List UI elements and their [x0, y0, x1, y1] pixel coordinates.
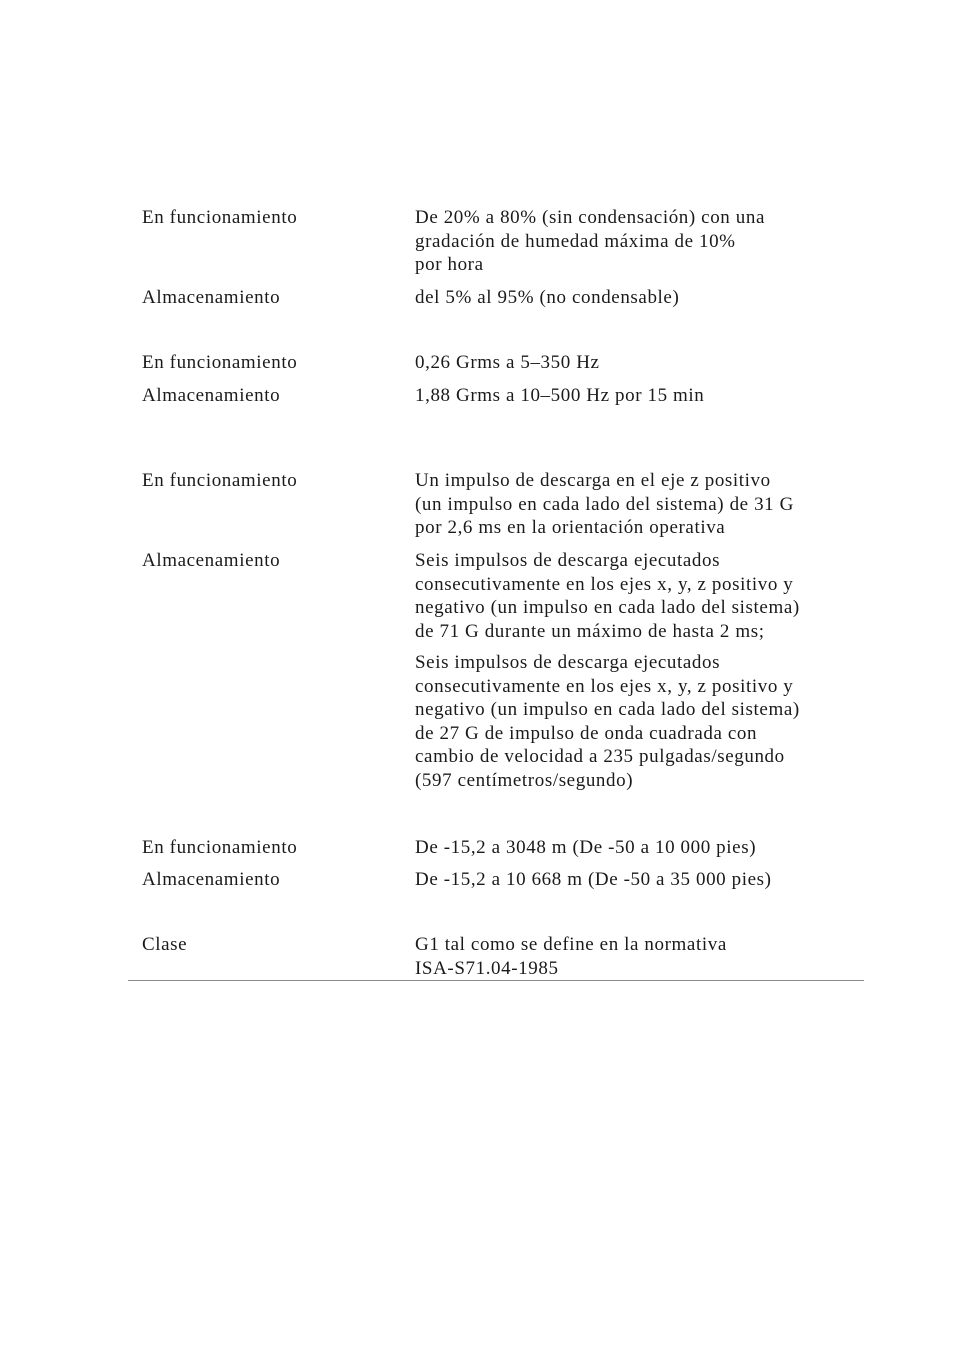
shock-storage-extra-value [415, 651, 855, 792]
contaminant-class-label: Clase [142, 934, 188, 955]
vibration-storage-label: Almacenamiento [142, 385, 281, 406]
vibration-storage-value [415, 384, 855, 408]
value-line: gradación de humedad máxima de 10% [415, 230, 736, 252]
value-line: 0,26 Grms a 5–350 Hz [415, 352, 600, 373]
value-line: negativo (un impulso en cada lado del sistema) [415, 699, 800, 720]
table-bottom-rule [128, 980, 864, 981]
shock-operating-value [415, 469, 855, 540]
value-line: (un impulso en cada lado del sistema) de 31 G [415, 493, 794, 515]
value-line: consecutivamente en los ejes x, y, z positivo y [415, 675, 794, 697]
shock-storage-label: Almacenamiento [142, 550, 281, 571]
contaminant-class-value [415, 933, 855, 980]
value-line: Seis impulsos de descarga ejecutados [415, 652, 721, 673]
value-line: 1,88 Grms a 10–500 Hz por 15 min [415, 385, 705, 406]
humidity-storage-value [415, 286, 855, 310]
shock-storage-value [415, 549, 855, 643]
value-line: por hora [415, 254, 484, 275]
value-line: (597 centímetros/segundo) [415, 769, 634, 791]
value-line: De -15,2 a 10 668 m (De -50 a 35 000 pies) [415, 869, 772, 890]
value-line: Seis impulsos de descarga ejecutados [415, 550, 721, 571]
value-line: ISA-S71.04-1985 [415, 957, 559, 979]
value-line: del 5% al 95% (no condensable) [415, 287, 680, 308]
value-line: G1 tal como se define en la normativa [415, 934, 727, 955]
value-line: de 71 G durante un máximo de hasta 2 ms; [415, 620, 765, 642]
value-line: por 2,6 ms en la orientación operativa [415, 517, 726, 538]
altitude-storage-label: Almacenamiento [142, 869, 281, 890]
value-line: De -15,2 a 3048 m (De -50 a 10 000 pies) [415, 837, 757, 858]
humidity-operating-label: En funcionamiento [142, 207, 298, 228]
shock-operating-label: En funcionamiento [142, 470, 298, 491]
vibration-operating-value [415, 351, 855, 375]
value-line: De 20% a 80% (sin condensación) con una [415, 207, 765, 228]
altitude-operating-label: En funcionamiento [142, 837, 298, 858]
value-line: negativo (un impulso en cada lado del sistema) [415, 597, 800, 618]
humidity-operating-value [415, 206, 855, 277]
altitude-operating-value [415, 836, 855, 860]
value-line: de 27 G de impulso de onda cuadrada con [415, 722, 758, 744]
humidity-storage-label: Almacenamiento [142, 287, 281, 308]
value-line: Un impulso de descarga en el eje z positivo [415, 470, 771, 491]
altitude-storage-value [415, 868, 855, 892]
value-line: consecutivamente en los ejes x, y, z positivo y [415, 573, 794, 595]
value-line: cambio de velocidad a 235 pulgadas/segundo [415, 746, 785, 767]
vibration-operating-label: En funcionamiento [142, 352, 298, 373]
